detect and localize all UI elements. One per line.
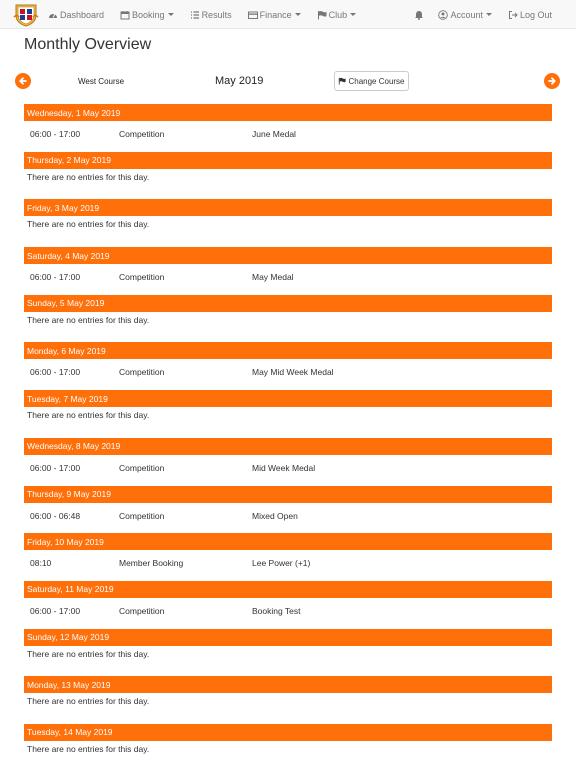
- previous-month-button[interactable]: [15, 73, 31, 89]
- logout-label: Log Out: [519, 9, 552, 20]
- entry-type: Competition: [119, 367, 165, 378]
- entry-row[interactable]: [24, 367, 552, 379]
- entry-row[interactable]: [24, 606, 552, 618]
- day-body: [24, 169, 552, 199]
- nav-dashboard-label: Dashboard: [60, 9, 105, 20]
- page-title: Monthly Overview: [24, 36, 152, 53]
- day-body: [24, 598, 552, 628]
- day-section: [24, 104, 552, 152]
- nav-account-dropdown[interactable]: [438, 0, 492, 29]
- nav-club-label: Club: [328, 9, 348, 20]
- day-header: Tuesday, 7 May 2019: [24, 390, 552, 407]
- day-body: [24, 407, 552, 437]
- nav-results[interactable]: [190, 0, 232, 29]
- day-header: Monday, 13 May 2019: [24, 676, 552, 693]
- no-entries-text: There are no entries for this day.: [27, 696, 150, 707]
- day-section: [24, 199, 552, 247]
- logout-link[interactable]: [508, 0, 552, 29]
- day-header: Friday, 10 May 2019: [24, 533, 552, 550]
- entry-row[interactable]: [24, 558, 552, 570]
- entry-row[interactable]: [24, 129, 552, 141]
- day-body: [24, 741, 552, 768]
- day-section: [24, 152, 552, 200]
- day-header: Thursday, 2 May 2019: [24, 152, 552, 169]
- entry-time: 06:00 - 17:00: [30, 367, 81, 378]
- chevron-down-icon: [350, 13, 356, 16]
- nav-booking-dropdown[interactable]: [120, 0, 174, 29]
- nav-results-label: Results: [201, 9, 232, 20]
- entry-type: Competition: [119, 462, 165, 473]
- day-section: [24, 342, 552, 390]
- entry-time: 06:00 - 06:48: [30, 510, 81, 521]
- entry-type: Competition: [119, 510, 165, 521]
- entry-type: Competition: [119, 272, 165, 283]
- user-circle-icon: [438, 10, 448, 20]
- sign-out-icon: [508, 10, 518, 20]
- day-list: [24, 104, 552, 768]
- entry-row[interactable]: [24, 511, 552, 523]
- entry-name: June Medal: [252, 129, 296, 139]
- calendar-icon: [120, 10, 130, 20]
- nav-finance-dropdown[interactable]: [248, 0, 301, 29]
- list-icon: [190, 10, 200, 20]
- nav-booking-label: Booking: [132, 9, 165, 20]
- entry-name: May Mid Week Medal: [252, 367, 334, 378]
- day-body: [24, 121, 552, 151]
- bell-icon: [414, 10, 424, 20]
- day-header: Monday, 6 May 2019: [24, 342, 552, 359]
- day-section: [24, 724, 552, 768]
- chevron-down-icon: [486, 13, 492, 16]
- no-entries-text: There are no entries for this day.: [27, 648, 150, 659]
- club-crest-logo[interactable]: [13, 2, 39, 27]
- no-entries-text: There are no entries for this day.: [27, 410, 150, 421]
- notifications-button[interactable]: [414, 0, 426, 29]
- entry-row[interactable]: [24, 463, 552, 475]
- no-entries-text: There are no entries for this day.: [27, 743, 150, 754]
- entry-type: Competition: [119, 129, 165, 139]
- change-course-label: Change Course: [348, 76, 405, 86]
- top-navbar: [0, 0, 576, 29]
- chevron-down-icon: [168, 13, 174, 16]
- nav-finance-label: Finance: [259, 9, 292, 20]
- day-body: [24, 312, 552, 342]
- flag-icon: [317, 10, 327, 20]
- tachometer-icon: [48, 10, 58, 20]
- day-body: [24, 359, 552, 389]
- day-section: [24, 676, 552, 724]
- entry-name: Lee Power (+1): [252, 558, 311, 569]
- day-body: [24, 216, 552, 246]
- day-section: [24, 581, 552, 629]
- day-section: [24, 295, 552, 343]
- day-header: Tuesday, 14 May 2019: [24, 724, 552, 741]
- flag-icon: [338, 77, 346, 85]
- day-header: Saturday, 11 May 2019: [24, 581, 552, 598]
- entry-type: Competition: [119, 605, 165, 616]
- day-section: [24, 438, 552, 486]
- entry-name: May Medal: [252, 272, 294, 283]
- arrow-circle-right-icon: [547, 76, 557, 86]
- day-section: [24, 486, 552, 534]
- day-section: [24, 629, 552, 677]
- entry-name: Booking Test: [252, 605, 301, 616]
- entry-name: Mid Week Medal: [252, 462, 316, 473]
- entry-row[interactable]: [24, 272, 552, 284]
- nav-club-dropdown[interactable]: [317, 0, 357, 29]
- chevron-down-icon: [295, 13, 301, 16]
- course-name: West Course: [78, 77, 125, 86]
- current-month-label: May 2019: [215, 75, 264, 87]
- day-header: Friday, 3 May 2019: [24, 199, 552, 216]
- entry-time: 06:00 - 17:00: [30, 129, 81, 139]
- day-body: [24, 503, 552, 533]
- day-body: [24, 455, 552, 485]
- entry-time: 06:00 - 17:00: [30, 272, 81, 283]
- day-body: [24, 693, 552, 723]
- day-header: Sunday, 12 May 2019: [24, 629, 552, 646]
- no-entries-text: There are no entries for this day.: [27, 219, 150, 230]
- nav-account-label: Account: [450, 9, 483, 20]
- day-section: [24, 533, 552, 581]
- day-header: Sunday, 5 May 2019: [24, 295, 552, 312]
- entry-time: 06:00 - 17:00: [30, 462, 81, 473]
- entry-time: 08:10: [30, 558, 52, 569]
- day-body: [24, 550, 552, 580]
- nav-dashboard[interactable]: [48, 0, 104, 29]
- day-body: [24, 646, 552, 676]
- entry-time: 06:00 - 17:00: [30, 605, 81, 616]
- next-month-button[interactable]: [544, 73, 560, 89]
- entry-name: Mixed Open: [252, 510, 298, 521]
- day-header: Wednesday, 8 May 2019: [24, 438, 552, 455]
- credit-card-icon: [248, 10, 258, 20]
- day-body: [24, 264, 552, 294]
- day-section: [24, 247, 552, 295]
- arrow-circle-left-icon: [18, 76, 28, 86]
- day-header: Wednesday, 1 May 2019: [24, 104, 552, 121]
- no-entries-text: There are no entries for this day.: [27, 314, 150, 325]
- day-section: [24, 390, 552, 438]
- day-header: Thursday, 9 May 2019: [24, 486, 552, 503]
- entry-type: Member Booking: [119, 558, 184, 569]
- change-course-button[interactable]: [334, 71, 409, 91]
- day-header: Saturday, 4 May 2019: [24, 247, 552, 264]
- no-entries-text: There are no entries for this day.: [27, 171, 150, 182]
